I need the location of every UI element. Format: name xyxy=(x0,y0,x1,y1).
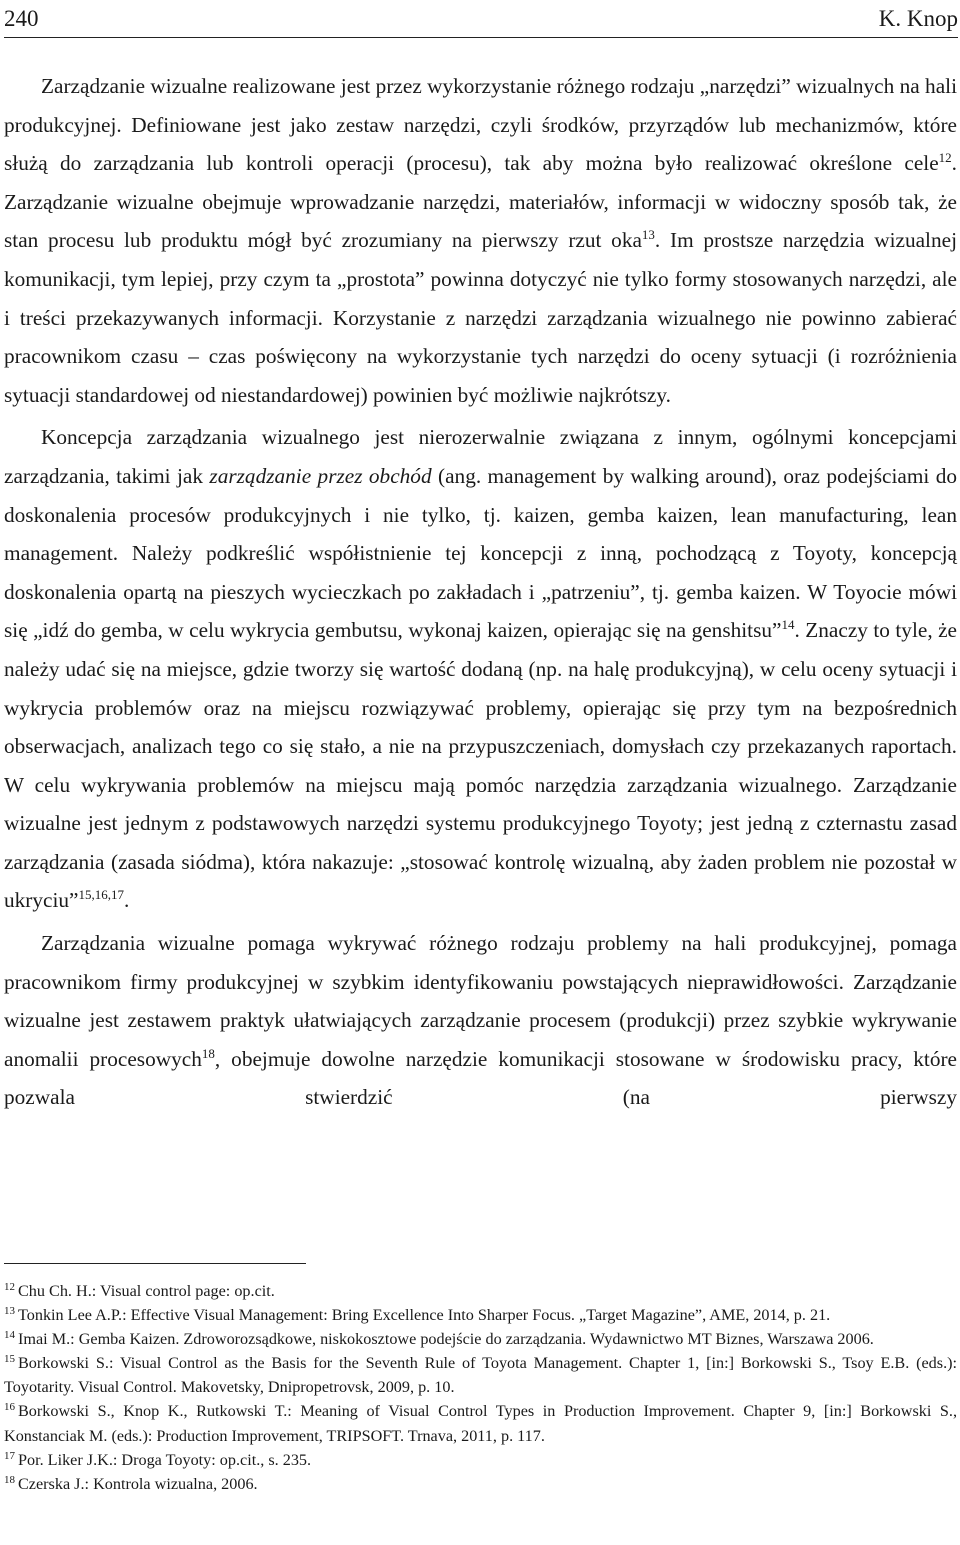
footnote-text: Borkowski S., Knop K., Rutkowski T.: Meaning of Visual Control Types in Production Improvement. Chapter 9, [in:] Borkowski S., Konstanciak M. (eds.): Production Improvement, TRIPSOFT. Trnava, 2011, p. 117. xyxy=(4,1402,957,1445)
footnote xyxy=(4,1303,957,1327)
footnote-number: 12 xyxy=(4,1281,15,1293)
footnote-number: 15 xyxy=(4,1353,15,1366)
page-header xyxy=(4,0,958,38)
body-text xyxy=(4,67,957,1117)
paragraph-2-italic-term: zarządzanie przez obchód xyxy=(209,463,432,488)
footnote-text: Imai M.: Gemba Kaizen. Zdroworozsądkowe, niskokosztowe podejście do zarządzania. Wydawnictwo MT Biznes, Warszawa 2006. xyxy=(18,1330,874,1349)
footnote-number: 16 xyxy=(4,1401,15,1414)
footnote xyxy=(4,1472,957,1496)
paragraph-1 xyxy=(4,67,957,414)
footnote-number: 18 xyxy=(4,1473,15,1486)
footnote-text: Por. Liker J.K.: Droga Toyoty: op.cit., s. 235. xyxy=(18,1450,312,1469)
footnote-text: Czerska J.: Kontrola wizualna, 2006. xyxy=(18,1474,258,1493)
footnote-number: 17 xyxy=(4,1449,15,1462)
footnote-number: 13 xyxy=(4,1305,15,1318)
footnote xyxy=(4,1327,957,1351)
paragraph-1-text-a: Zarządzanie wizualne realizowane jest przez wykorzystanie różnego rodzaju „narzędzi” wizualnych na hali produkcyjnej. Definiowane jest jako zestaw narzędzi, czyli środków, przyrządów lub mechanizmów, które służą do zarządzania lub kontroli operacji (procesu), tak aby można było realizować określone cele xyxy=(4,74,957,176)
paragraph-2-text-a: Koncepcja zarządzania wizualnego jest nierozerwalnie związana z innym, ogólnymi koncepcjami zarządzania, takimi jak xyxy=(4,425,957,488)
footnote-separator xyxy=(4,1263,306,1264)
running-head: K. Knop xyxy=(878,6,958,31)
paragraph-3-text-b: , obejmuje dowolne narzędzie komunikacji stosowane w środowisku pracy, które pozwala stwierdzić (na pierwszy xyxy=(4,1046,958,1110)
paragraph-3 xyxy=(4,924,957,1117)
paragraph-1-text-c: . Im prostsze narzędzia wizualnej komunikacji, tym lepiej, przy czym ta „prostota” powinna dotyczyć nie tylko formy stosowanych narzędzi, ale i treści przekazywanych informacji. Korzystanie z narzędzi zarządzania wizualnego nie powinno zabierać pracownikom czasu – czas poświęcony na wykorzystanie tych narzędzi do oceny sytuacji (i rozróżnienia sytuacji standardowej od niestandardowej) powinien być możliwie najkrótszy. xyxy=(4,228,957,407)
footnote-number: 14 xyxy=(4,1329,15,1342)
page-number: 240 xyxy=(4,6,39,31)
footnote-ref-15-17: 15,16,17 xyxy=(78,887,125,903)
footnote xyxy=(4,1399,957,1447)
paragraph-1-text-b: . Zarządzanie wizualne obejmuje wprowadzanie narzędzi, materiałów, informacji w widoczny sposób tak, że stan procesu lub produktu mógł być zrozumiany na pierwszy rzut oka xyxy=(4,151,957,253)
paragraph-2 xyxy=(4,418,957,920)
footnote xyxy=(4,1279,957,1303)
paragraph-2-text-d: . xyxy=(124,888,130,913)
footnote xyxy=(4,1448,957,1472)
footnote-text: Tonkin Lee A.P.: Effective Visual Management: Bring Excellence Into Sharper Focus. „Target Magazine”, AME, 2014, p. 21. xyxy=(18,1306,831,1325)
footnote xyxy=(4,1351,957,1399)
paragraph-3-text-a: Zarządzania wizualne pomaga wykrywać różnego rodzaju problemy na hali produkcyjnej, pomaga pracownikom firmy produkcyjnej w szybkim identyfikowaniu powstających nieprawidłowości. Zarządzanie wizualne jest zestawem praktyk ułatwiających zarządzanie procesem (produkcji) przez szybkie wykrywanie anomalii procesowych xyxy=(4,931,957,1071)
paragraph-2-text-b: (ang. management by walking around), oraz podejściami do doskonalenia procesów produkcyjnych i nie tylko, tj. kaizen, gemba kaizen, lean manufacturing, lean management. Należy podkreślić współistnienie tej koncepcji z inną, pochodzącą z Toyoty, koncepcją doskonalenia opartą na pieszych wycieczkach po zakładach i „patrzeniu”, tj. gemba kaizen. W Toyocie mówi się „idź do gemba, w celu wykrycia gembutsu, wykonaj kaizen, opierając się na genshitsu” xyxy=(4,463,957,643)
footnote-text: Chu Ch. H.: Visual control page: op.cit. xyxy=(18,1282,275,1300)
footnote-ref-18: 18 xyxy=(201,1045,215,1061)
footnote-ref-12: 12 xyxy=(938,150,952,166)
footnote-text: Borkowski S.: Visual Control as the Basis for the Seventh Rule of Toyota Management. Chapter 1, [in:] Borkowski S., Tsoy E.B. (eds.): Toyotarity. Visual Control. Makovetsky, Dnipropetrovsk, 2009, p. 10. xyxy=(4,1354,957,1397)
footnote-ref-13: 13 xyxy=(641,227,655,243)
paragraph-2-text-c: . Znaczy to tyle, że należy udać się na miejsce, gdzie tworzy się wartość dodaną (np. na halę produkcyjną), w celu oceny sytuacji i wykrycia problemów oraz na miejscu rozwiązywać problemy, opierając się przy tym na bezpośrednich obserwacjach, analizach tego co się stało, a nie na przypuszczeniach, domysłach czy przekazanych raportach. W celu wykrywania problemów na miejscu mają pomóc narzędzia zarządzania wizualnego. Zarządzanie wizualne jest jednym z podstawowych narzędzi systemu produkcyjnego Toyoty; jest jedną z czternastu zasad zarządzania (zasada siódma), która nakazuje: „stosować kontrolę wizualną, aby żaden problem nie pozostał w ukryciu” xyxy=(4,618,958,913)
footnotes xyxy=(4,1279,957,1496)
footnote-ref-14: 14 xyxy=(781,617,795,633)
